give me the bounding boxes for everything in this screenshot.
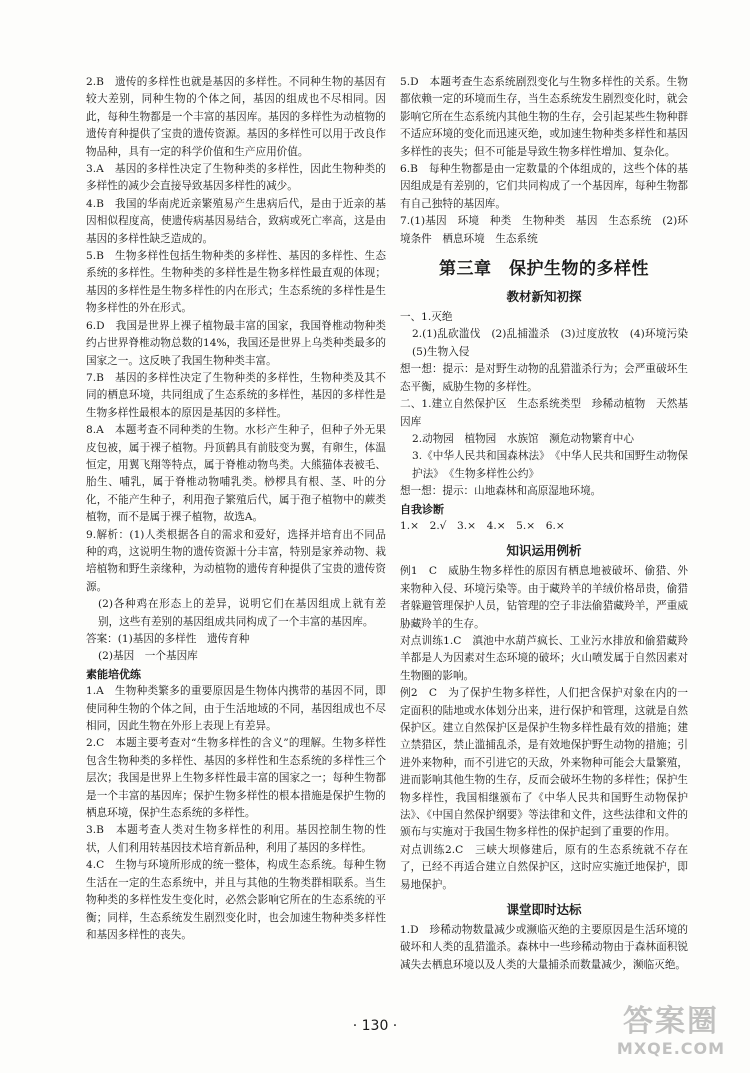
improve-answer-2: 2.C 本题主要考查对“生物多样性的含义”的理解。生物多样性包含生物种类的多样性、基因的多样性和生态系统的多样性三个层次；我国是世界上生物多样性最丰富的国家之一；每种生物都是一个丰富的基因库；保护生物多样性的根本措施是保护生物的栖息环境，保护生态系统的多样性。 [86,737,386,820]
improve-answer-7: 7.(1)基因 环境 种类 生物种类 基因 生态系统 (2)环境条件 栖息环境 生态系统 [400,215,688,245]
self-check-title: 自我诊断 [400,502,444,516]
watermark-domain: MXQE.COM [616,1039,726,1058]
answer-9-key2: (2)基因 一个基因库 [98,650,198,663]
answer-6: 6.D 我国是世界上裸子植物最丰富的国家，我国脊椎动物种类约占世界脊椎动物总数的14%，我国还是世界上乌类种类最多的国家之一。这反映了我国生物种类丰富。 [86,319,386,367]
training-2: 对点训练2.C 三峡大坝修建后，原有的生态系统就不存在了，已经不再适合建立自然保护区，这时应实施迁地保护，即易地保护。 [400,843,688,891]
knowledge-2-think: 想一想：提示：山地森林和高原湿地环境。 [400,485,602,498]
knowledge-2-1: 二、1.建立自然保护区 生态系统类型 珍稀动植物 天然基因库 [400,398,688,428]
chapter-title: 第三章 保护生物的多样性 [439,259,649,280]
knowledge-1-think: 想一想：提示：是对野生动物的乱猎滥杀行为；会严重破坏生态平衡，威胁生物的多样性。 [400,363,688,393]
knowledge-2-2: 2.动物园 植物园 水族馆 濒危动物繁育中心 [412,432,634,445]
improve-answer-6: 6.B 每种生物都是由一定数量的个体组成的，这些个体的基因组成是有差别的，它们共同构成了一个基因库，每种生物都有自己独特的基因库。 [400,163,688,210]
answer-4: 4.B 我国的华南虎近亲繁殖易产生患病后代，是由于近亲的基因相似程度高，使遗传病基因易结合，致病或死亡率高，这是由基因的多样性缺乏造成的。 [86,197,386,245]
self-check-answers: 1.× 2.√ 3.× 4.× 5.× 6.× [400,519,565,532]
answer-8: 8.A 本题考查不同种类的生物。水杉产生种子，但种子外无果皮包被，属于裸子植物。丹顶鹤具有前肢变为翼，有卵生，体温恒定，用翼飞翔等特点，属于脊椎动物鸟类。大熊猫体表被毛、胎生、哺乳，属于脊椎动物哺乳类。桫椤具有根、茎、叶的分化，不能产生种子，利用孢子繁殖后代，属于孢子植物中的蕨类植物，而不是属于裸子植物，故选A。 [86,424,386,524]
classroom-answer-1: 1.D 珍稀动物数量减少或濒临灭绝的主要原因是生活环境的破坏和人类的乱猎滥杀。森林中一些珍稀动物由于森林面积锐减失去栖息环境以及人类的大量捕杀而数量减少，濒临灭绝。 [400,924,688,971]
knowledge-1-1: 一、1.灭绝 [400,311,453,324]
answer-3: 3.A 基因的多样性决定了生物种类的多样性，因此生物种类的多样性的减少会直接导致基因多样性的减少。 [86,163,386,193]
answer-7: 7.B 基因的多样性决定了生物种类的多样性，生物种类及其不同的栖息环境，共同组成了生态系统的多样性，基因的多样性是生物多样性最根本的原因是基因的多样性。 [86,371,386,419]
training-1: 对点训练1.C 滇池中水葫芦疯长、工业污水排放和偷猎藏羚羊都是人为因素对生态环境的破坏；火山喷发属于自然因素对生物圈的影响。 [400,634,688,682]
left-column [86,74,386,944]
example-1: 例1 C 威胁生物多样性的原因有栖息地被破坏、偷猎、外来物种入侵、环境污染等。由于藏羚羊的羊绒价格昂贵，偷猎者躲避管理保护人员，钻管理的空子非法偷猎藏羚羊，严重威胁藏羚羊的生存。 [400,565,688,630]
section-title-improve: 素能培优练 [86,667,141,681]
answer-9-part2: (2)各种鸡在形态上的差异，说明它们在基因组成上就有差别，这些有差别的基因组成共同构成了一个丰富的基因库。 [98,598,386,628]
heading-new-knowledge: 教材新知初探 [506,289,582,305]
heading-knowledge-application: 知识运用例析 [506,543,582,559]
answer-9-part1: 9.解析：(1)人类根据各自的需求和爱好，选择并培育出不同品种的鸡，这说明生物的遗传资源十分丰富，特别是家养动物、栽培植物和野生亲缘种，为动植物的遗传育种提供了宝贵的遗传资源。 [86,528,386,593]
improve-answer-4: 4.C 生物与环境所形成的统一整体，构成生态系统。每种生物生活在一定的生态系统中，并且与其他的生物类群相联系。当生物种类的多样性发生变化时，必然会影响它所在的生态系统的平衡；同样，生态系统发生剧烈变化时，也会加速生物种类多样性和基因多样性的丧失。 [86,859,386,941]
improve-answer-1: 1.A 生物种类繁多的重要原因是生物体内携带的基因不同，即使同种生物的个体之间，由于生活地域的不同，基因组成也不尽相同，因此生物在外形上表现上有差异。 [86,685,386,733]
answer-2: 2.B 遗传的多样性也就是基因的多样性。不同种生物的基因有较大差别，同种生物的个体之间，基因的组成也不尽相同。因此，每种生物都是一个丰富的基因库。基因的多样性为动植物的遗传育种提供了宝贵的遗传资源。基因的多样性可以用于改良作物品种，具有一定的科学价值和生产应用价值。 [86,76,386,158]
improve-answer-3: 3.B 本题考查人类对生物多样性的利用。基因控制生物的性状，人们利用转基因技术培育新品种，利用了基因的多样性。 [86,824,386,854]
knowledge-1-2: 2.(1)乱砍滥伐 (2)乱捕滥杀 (3)过度放牧 (4)环境污染 (5)生物入侵 [412,328,699,358]
page-number: · 130 · [352,1018,398,1034]
watermark-logo-text: 答案圈 [623,1004,719,1039]
right-column [400,74,699,974]
improve-answer-5: 5.D 本题考查生态系统剧烈变化与生物多样性的关系。生物都依赖一定的环境而生存，当生态系统发生剧烈变化时，就会影响它所在生态系统内其他生物的生存，会引起某些生物种群不适应环境的变化而迅速灭绝，或加速生物种类多样性和基因多样性的丧失；但不可能是导致生物多样性增加、复杂化。 [400,76,688,158]
answer-5: 5.B 生物多样性包括生物种类的多样性、基因的多样性、生态系统的多样性。生物种类的多样性是生物多样性最直观的体现；基因的多样性是生物多样性的内在形式；生态系统的多样性是生物多样性的外在形式。 [86,250,386,315]
answer-9-key1: 答案：(1)基因的多样性 遗传育种 [86,633,250,645]
site-watermark [606,1005,736,1067]
knowledge-2-3: 3.《中华人民共和国森林法》 《中华人民共和国野生动物保护法》 《生物多样性公约》 [412,450,688,480]
example-2: 例2 C 为了保护生物多样性，人们把含保护对象在内的一定面积的陆地或水体划分出来，进行保护和管理，这就是自然保护区。建立自然保护区是保护生物多样性最有效的措施；建立禁猎区，禁止滥捕乱杀，是有效地保护野生动物的措施；引进外来物种，而不引进它的天敌，外来物种可能会大量繁殖，进而影响其他生物的生存，反而会破坏生物的多样性；保护生物多样性，我国相继颁布了《中华人民共和国野生动物保护法》、《中国自然保护纲要》等法律和文件，这些法律和文件的颁布与实施对于我国生物多样性的保护起到了重要的作用。 [400,687,688,839]
heading-classroom-practice: 课堂即时达标 [506,902,582,918]
